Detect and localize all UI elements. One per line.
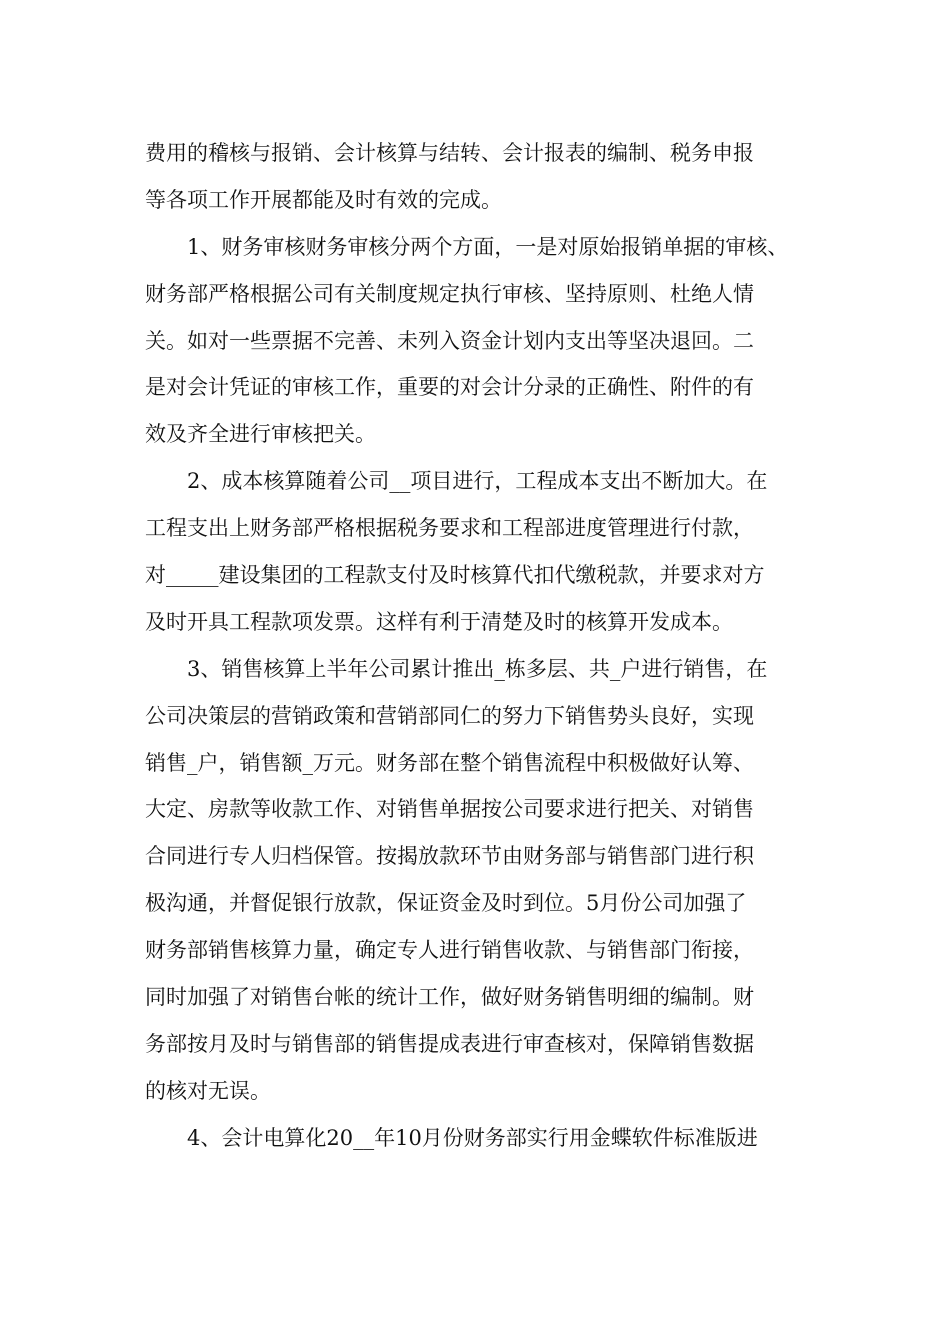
paragraph-1-start: 1、财务审核财务审核分两个方面，一是对原始报销单据的审核、 xyxy=(187,234,789,259)
text-line: 对_____建设集团的工程款支付及时核算代扣代缴税款，并要求对方 xyxy=(145,563,765,588)
paragraph-4-start: 4、会计电算化20__年10月份财务部实行用金蝶软件标准版进 xyxy=(187,1125,758,1150)
text-line: 极沟通，并督促银行放款，保证资金及时到位。5月份公司加强了 xyxy=(145,891,747,916)
text-line: 费用的稽核与报销、会计核算与结转、会计报表的编制、税务申报 xyxy=(145,141,754,165)
text-line: 的核对无误。 xyxy=(145,1078,271,1103)
text-line: 务部按月及时与销售部的销售提成表进行审查核对，保障销售数据 xyxy=(145,1031,754,1056)
paragraph-3-start: 3、销售核算上半年公司累计推出_栋多层、共_户进行销售，在 xyxy=(187,656,768,681)
text-line: 销售_户，销售额_万元。财务部在整个销售流程中积极做好认筹、 xyxy=(145,750,754,775)
text-line: 效及齐全进行审核把关。 xyxy=(145,422,376,447)
text-line: 等各项工作开展都能及时有效的完成。 xyxy=(145,187,502,212)
text-line: 工程支出上财务部严格根据税务要求和工程部进度管理进行付款， xyxy=(145,516,754,541)
text-line: 财务部严格根据公司有关制度规定执行审核、坚持原则、杜绝人情 xyxy=(145,281,754,306)
paragraph-2-start: 2、成本核算随着公司__项目进行，工程成本支出不断加大。在 xyxy=(187,469,768,494)
text-line: 财务部销售核算力量，确定专人进行销售收款、与销售部门衔接， xyxy=(145,938,754,963)
document-body xyxy=(145,130,825,1162)
text-line: 关。如对一些票据不完善、未列入资金计划内支出等坚决退回。二 xyxy=(145,328,754,353)
text-line: 及时开具工程款项发票。这样有利于清楚及时的核算开发成本。 xyxy=(145,609,733,634)
text-line: 大定、房款等收款工作、对销售单据按公司要求进行把关、对销售 xyxy=(145,797,754,822)
text-line: 合同进行专人归档保管。按揭放款环节由财务部与销售部门进行积 xyxy=(145,844,754,869)
text-line: 公司决策层的营销政策和营销部同仁的努力下销售势头良好，实现 xyxy=(145,703,754,728)
text-line: 同时加强了对销售台帐的统计工作，做好财务销售明细的编制。财 xyxy=(145,985,754,1010)
text-line: 是对会计凭证的审核工作，重要的对会计分录的正确性、附件的有 xyxy=(145,375,754,400)
